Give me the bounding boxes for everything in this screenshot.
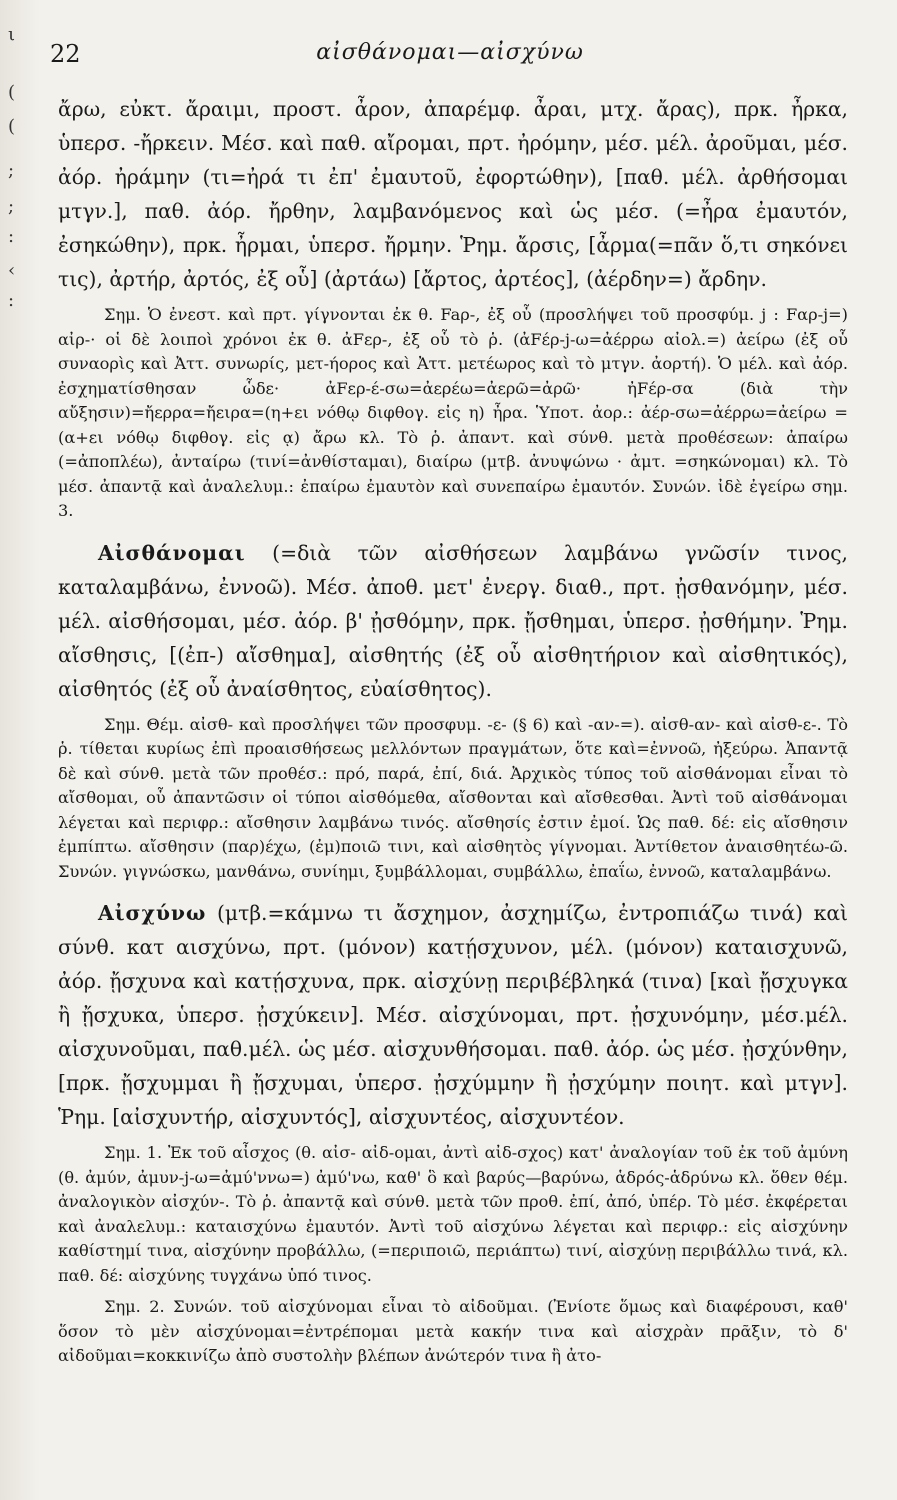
- note-aischyno-2: Σημ. 2. Συνών. τοῦ αἰσχύνομαι εἶναι τὸ αἰδοῦμαι. (Ἐνίοτε ὅμως καὶ διαφέρουσι, καθ' ὅσον τὸ μὲν αἰσχύνομαι=ἐντρέπομαι μετὰ κακήν τινα καὶ αἰσχρὰν πρᾶξιν, τὸ δ' αἰδοῦμαι=κοκκινίζω ἀπὸ συστολὴν βλέπων ἀνώτερόν τινα ἢ ἀτο-: [58, 1297, 848, 1365]
- lemma-headword: Αἰσθάνομαι: [98, 540, 246, 565]
- margin-mark: :: [8, 290, 15, 311]
- margin-mark: ι: [8, 24, 16, 45]
- note-aischyno-1: Σημ. 1. Ἐκ τοῦ αἶσχος (θ. αἰσ- αἰδ-ομαι, ἀντὶ αἰδ-σχος) κατ' ἀναλογίαν τοῦ ἐκ τοῦ ἀμύνη (θ. ἀμύν, ἀμυν-j-ω=ἀμύ'ννω=) ἀμύ'νω, καθ' ὃ καὶ βαρύς—βαρύνω, ἁδρός-ἁδρύνω κλ. ὅθεν θέμ. ἀναλογικὸν αἰσχύν-. Τὸ ῥ. ἀπαντᾷ καὶ σύνθ. μετὰ τῶν προθ. ἐπί, ἀπό, ὑπέρ. Τὸ μέσ. ἐκφέρεται καὶ ἀναλελυμ.: καταισχύνω ἐμαυτόν. Ἀντὶ τοῦ αἰσχύνω λέγεται καὶ περιφρ.: εἰς αἰσχύνην καθίστημί τινα, αἰσχύνην προβάλλω, (=περιποιῶ, περιάπτω) τινί, αἰσχύνῃ περιβάλλω τινά, κλ. παθ. δέ: αἰσχύνης τυγχάνω ὑπό τινος.: [58, 1143, 848, 1285]
- note-airo: Σημ. Ὁ ἐνεστ. καὶ πρτ. γίγνονται ἐκ θ. Faρ-, ἐξ οὗ (προσλήψει τοῦ προσφύμ. j : Fαρ-j=) αἰρ-· οἱ δὲ λοιποὶ χρόνοι ἐκ θ. ἀFερ-, ἐξ οὗ τὸ ῥ. (ἀFέρ-j-ω=ἀέρρω αἰολ.=) ἀείρω (ἐξ οὗ συναορὶς καὶ Ἀττ. συνωρίς, μετ-ήορος καὶ Ἀττ. μετέωρος καὶ τὸ μτγν. ἀορτή). Ὁ μέλ. καὶ ἀόρ. ἐσχηματίσθησαν ὧδε· ἀFερ-έ-σω=ἀερέω=ἀερῶ=ἀρῶ· ἠFέρ-σα (διὰ τὴν αὔξησιν)=ἤερρα=ἤειρα=(η+ει νόθῳ διφθογ. εἰς η) ἦρα. Ὑποτ. ἀορ.: ἀέρ-σω=ἀέρρω=ἀείρω = (α+ει νόθῳ διφθογ. εἰς ᾳ) ἄρω κλ. Τὸ ῥ. ἀπαντ. καὶ σύνθ. μετὰ προθέσεων: ἀπαίρω (=ἀποπλέω), ἀνταίρω (τινί=ἀνθίσταμαι), διαίρω (μτβ. ἀνυψώνω · ἀμτ. =σηκώνομαι) κλ. Τὸ μέσ. ἀπαντᾷ καὶ ἀναλελυμ.: ἐπαίρω ἐμαυτὸν καὶ συνεπαίρω ἐμαυτόν. Συνών. ἰδὲ ἐγείρω σημ. 3.: [58, 305, 848, 520]
- entry-aisthanomai: [58, 536, 848, 706]
- note-aisthanomai: Σημ. Θέμ. αἰσθ- καὶ προσλήψει τῶν προσφυμ. -ε- (§ 6) καὶ -αν-=). αἰσθ-αν- καὶ αἰσθ-ε-. Τὸ ῥ. τίθεται κυρίως ἐπὶ προαισθήσεως μελλόντων πραγμάτων, ὅτε καὶ=ἐννοῶ, ἠξεύρω. Ἀπαντᾷ δὲ καὶ σύνθ. μετὰ τῶν προθέσ.: πρό, παρά, ἐπί, διά. Ἀρχικὸς τύπος τοῦ αἰσθάνομαι εἶναι τὸ αἴσθομαι, οὗ ἀπαντῶσιν οἱ τύποι αἰσθόμεθα, αἴσθονται καὶ αἴσθεσθαι. Ἀντὶ τοῦ αἰσθάνομαι λέγεται καὶ περιφρ.: αἴσθησιν λαμβάνω τινός. αἴσθησίς ἐστιν ἐμοί. Ὡς παθ. δέ: εἰς αἴσθησιν ἐμπίπτω. αἴσθησιν (παρ)έχω, (ἐμ)ποιῶ τινι, καὶ αἰσθητὸς γίγνομαι. Ἀντίθετον ἀναισθητέω-ῶ. Συνών. γιγνώσκω, μανθάνω, συνίημι, ξυμβάλλομαι, συμβάλλω, ἐπαΐω, ἐννοῶ, καταλαμβάνω.: [58, 714, 848, 881]
- entry-body: (μτβ.=κάμνω τι ἄσχημον, ἀσχημίζω, ἐντροπιάζω τινά) καὶ σύνθ. κατ αισχύνω, πρτ. (μόνον) κατῄσχυνον, μέλ. (μόνον) καταισχυνῶ, ἀόρ. ᾔσχυνα καὶ κατῄσχυνα, πρκ. αἰσχύνῃ περιβέβληκά (τινα) [καὶ ᾔσχυγκα ἢ ᾔσχυκα, ὑπερσ. ᾐσχύκειν]. Μέσ. αἰσχύνομαι, πρτ. ᾐσχυνόμην, μέσ.μέλ. αἰσχυνοῦμαι, παθ.μέλ. ὡς μέσ. αἰσχυνθήσομαι. παθ. ἀόρ. ὡς μέσ. ᾐσχύνθην, [πρκ. ᾔσχυμμαι ἢ ᾔσχυμαι, ὑπερσ. ᾐσχύμμην ἢ ᾐσχύμην ποιητ. καὶ μτγν]. Ῥημ. [αἰσχυντήρ, αἰσχυντός], αἰσχυντέος, αἰσχυντέον.: [58, 901, 848, 1129]
- page-number: 22: [50, 40, 81, 68]
- page-header: [50, 40, 850, 84]
- margin-mark: :: [8, 226, 15, 247]
- margin-mark: ;: [8, 160, 15, 181]
- scan-left-margin: [0, 0, 40, 1500]
- margin-mark: ;: [8, 196, 15, 217]
- dictionary-text: [58, 92, 848, 1369]
- running-head: αἰσθάνομαι—αἰσχύνω: [316, 40, 584, 65]
- margin-mark: (: [8, 82, 16, 103]
- entry-continuation-airo: ἄρω, εὐκτ. ἄραιμι, προστ. ἆρον, ἀπαρέμφ. ἆραι, μτχ. ἄρας), πρκ. ἦρκα, ὑπερσ. -ἤρκειν. Μέσ. καὶ παθ. αἴρομαι, πρτ. ἠρόμην, μέσ. μέλ. ἀροῦμαι, μέσ. ἀόρ. ἠράμην (τι=ἠρά τι ἐπ' ἐμαυτοῦ, ἐφορτώθην), [παθ. μέλ. ἀρθήσομαι μτγν.], παθ. ἀόρ. ἤρθην, λαμβανόμενος καὶ ὡς μέσ. (=ἦρα ἐμαυτόν, ἐσηκώθην), πρκ. ἦρμαι, ὑπερσ. ἤρμην. Ῥημ. ἄρσις, [ἆρμα(=πᾶν ὅ,τι σηκόνει τις), ἀρτήρ, ἀρτός, ἐξ οὗ] (ἀρτάω) [ἄρτος, ἀρτέος], (ἀέρδην=) ἄρδην.: [58, 97, 848, 291]
- margin-mark: (: [8, 116, 16, 137]
- entry-aischyno: [58, 896, 848, 1134]
- margin-mark: ‹: [8, 260, 16, 281]
- entry-body: (=διὰ τῶν αἰσθήσεων λαμβάνω γνῶσίν τινος, καταλαμβάνω, ἐννοῶ). Μέσ. ἀποθ. μετ' ἐνεργ. διαθ., πρτ. ᾐσθανόμην, μέσ. μέλ. αἰσθήσομαι, μέσ. ἀόρ. β' ᾐσθόμην, πρκ. ᾔσθημαι, ὑπερσ. ᾐσθήμην. Ῥημ. αἴσθησις, [(ἐπ-) αἴσθημα], αἰσθητής (ἐξ οὗ αἰσθητήριον καὶ αἰσθητικός), αἰσθητός (ἐξ οὗ ἀναίσθητος, εὐαίσθητος).: [58, 540, 848, 701]
- lemma-headword: Αἰσχύνω: [98, 901, 207, 925]
